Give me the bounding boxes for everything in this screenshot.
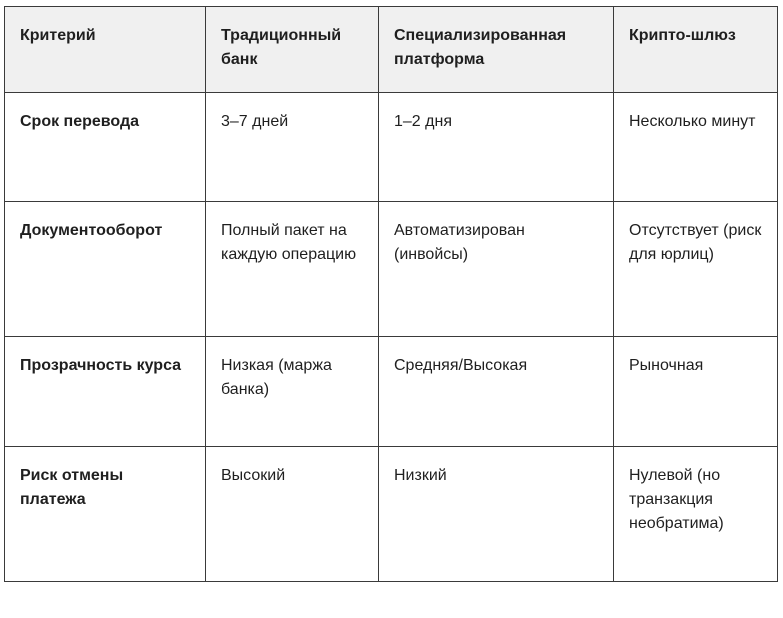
row-criterion-cell: Срок перевода <box>5 93 206 202</box>
row-criterion-cell: Риск отмены платежа <box>5 447 206 582</box>
platform-cell: 1–2 дня <box>379 93 614 202</box>
table-header-row <box>5 7 778 93</box>
bank-cell: Низкая (маржа банка) <box>206 337 379 447</box>
bank-cell: Высокий <box>206 447 379 582</box>
header-traditional-bank: Традиционный банк <box>206 7 379 93</box>
platform-cell: Средняя/Высокая <box>379 337 614 447</box>
table-row <box>5 447 778 582</box>
crypto-cell: Отсутствует (риск для юрлиц) <box>614 202 778 337</box>
table-row <box>5 202 778 337</box>
table-row <box>5 337 778 447</box>
header-specialized-platform: Специализированная платформа <box>379 7 614 93</box>
row-criterion-cell: Документооборот <box>5 202 206 337</box>
header-criterion: Критерий <box>5 7 206 93</box>
comparison-table-container <box>4 6 778 582</box>
bank-cell: 3–7 дней <box>206 93 379 202</box>
table-row <box>5 93 778 202</box>
header-crypto-gateway: Крипто-шлюз <box>614 7 778 93</box>
bank-cell: Полный пакет на каждую операцию <box>206 202 379 337</box>
crypto-cell: Нулевой (но транзакция необратима) <box>614 447 778 582</box>
crypto-cell: Несколько минут <box>614 93 778 202</box>
comparison-table <box>4 6 778 582</box>
platform-cell: Автоматизирован (инвойсы) <box>379 202 614 337</box>
platform-cell: Низкий <box>379 447 614 582</box>
crypto-cell: Рыночная <box>614 337 778 447</box>
row-criterion-cell: Прозрачность курса <box>5 337 206 447</box>
